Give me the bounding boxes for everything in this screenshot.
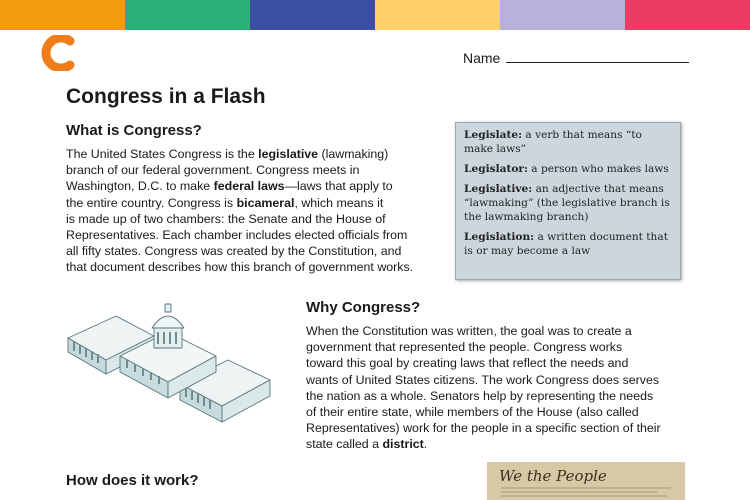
color-stripe: [375, 0, 500, 30]
glossary-term: Legislation:: [464, 231, 535, 243]
logo-icon: [40, 35, 76, 71]
glossary-term: Legislator:: [464, 163, 528, 175]
what-heading: What is Congress?: [66, 122, 202, 139]
glossary-entry: [464, 162, 672, 176]
name-field: [463, 50, 689, 66]
glossary-box: [455, 122, 681, 280]
page-title: Congress in a Flash: [66, 85, 266, 108]
glossary-entry: [464, 182, 672, 224]
glossary-definition: an adjective that means “lawmaking” (the legislative branch is the lawmaking branch): [464, 183, 670, 223]
color-stripe: [500, 0, 625, 30]
key-term: district: [382, 437, 424, 452]
capitol-building-illustration: [64, 298, 276, 438]
what-paragraph: The United States Congress is the legislative (lawmaking) branch of our federal government. Congress meets in Washington, D.C. to make federal laws—laws that apply to the entire country. Congress is bicameral, which means it is made up of two chambers: the Senate and the House of Representatives. Each chamber includes elected officials from all fifty states. Congress was created by the Constitution, and that document describes how this branch of government works.: [66, 147, 414, 275]
key-term: federal laws: [213, 179, 285, 194]
color-stripe-bar: [0, 0, 750, 30]
how-heading: How does it work?: [66, 472, 199, 489]
glossary-term: Legislate:: [464, 129, 523, 141]
glossary-term: Legislative:: [464, 183, 533, 195]
glossary-definition: a verb that means “to make laws”: [464, 129, 642, 155]
name-label: Name: [463, 50, 501, 66]
glossary-definition: a person who makes laws: [527, 163, 669, 175]
constitution-heading-script: We the People: [499, 467, 607, 485]
color-stripe: [250, 0, 375, 30]
glossary-entry: [464, 230, 672, 258]
name-underline: [506, 50, 689, 63]
key-term: bicameral: [236, 195, 295, 210]
color-stripe: [625, 0, 750, 30]
why-heading: Why Congress?: [306, 299, 421, 316]
key-term: legislative: [258, 147, 319, 161]
glossary-definition: a written document that is or may become a law: [464, 231, 668, 257]
color-stripe: [0, 0, 125, 30]
glossary-entry: [464, 128, 672, 156]
why-paragraph: When the Constitution was written, the goal was to create a government that represented the people. Congress works toward this goal by creating laws that reflect the needs and wants of United States citizens. The work Congress does serves the nation as a whole. Senators help by representing the needs of their entire state, while members of the House (also called Representatives) work for the people in a specific section of their state called a district.: [306, 324, 661, 452]
constitution-document-image: [487, 462, 685, 500]
color-stripe: [125, 0, 250, 30]
